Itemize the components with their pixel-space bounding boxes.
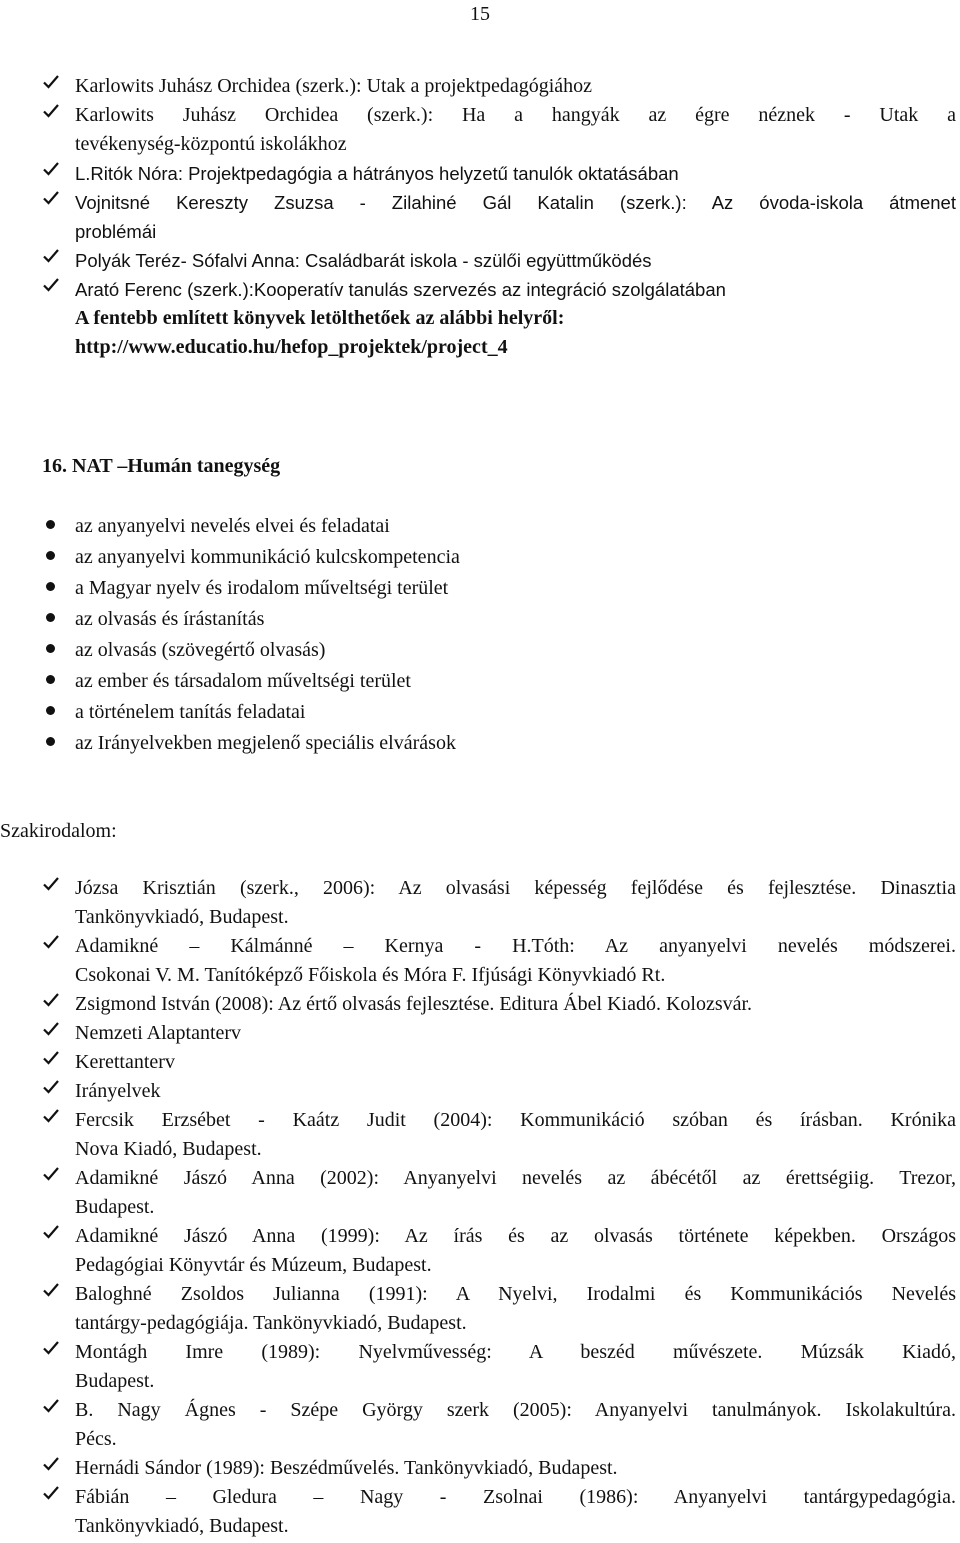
list-item (42, 188, 956, 246)
checkmark-icon (42, 160, 60, 178)
list-item-text: az anyanyelvi kommunikáció kulcskompetencia (75, 546, 460, 568)
list-item (42, 275, 956, 304)
list-item (42, 1483, 956, 1541)
bullet-icon (46, 613, 55, 622)
list-item-text: a Magyar nyelv és irodalom műveltségi terület (75, 577, 449, 599)
list-item (42, 728, 956, 759)
checkmark-icon (42, 1339, 60, 1357)
list-item-text: L.Ritók Nóra: Projektpedagógia a hátrányos helyzetű tanulók oktatásában (75, 163, 679, 184)
bibliography-list (42, 874, 956, 1541)
list-item-text: az olvasás és írástanítás (75, 608, 265, 630)
list-item-text: Fábián – Gledura – Nagy - Zsolnai (1986): Anyanyelvi tantárgypedagógia. (75, 1486, 956, 1508)
list-item-continuation: Budapest. (75, 1196, 155, 1218)
list-item-text: Arató Ferenc (szerk.):Kooperatív tanulás szervezés az integráció szolgálatában (75, 279, 726, 300)
list-item (42, 1048, 956, 1077)
download-note: A fentebb említett könyvek letölthetőek az alábbi helyről: (75, 307, 565, 329)
list-item (42, 1222, 956, 1280)
project-books-list (42, 72, 956, 362)
list-item (42, 1454, 956, 1483)
checkmark-icon (42, 875, 60, 893)
checkmark-icon (42, 1165, 60, 1183)
list-item (42, 604, 956, 635)
section-title: 16. NAT –Humán tanegység (42, 455, 281, 477)
list-item-continuation: tevékenység-központú iskolákhoz (75, 133, 347, 155)
checkmark-icon (42, 1107, 60, 1125)
list-item (42, 542, 956, 573)
list-item-text: Adamikné – Kálmánné – Kernya - H.Tóth: Az anyanyelvi nevelés módszerei. (75, 935, 956, 957)
list-item-continuation: Tankönyvkiadó, Budapest. (75, 906, 289, 928)
list-item-text: Karlowits Juhász Orchidea (szerk.): Utak a projektpedagógiához (75, 75, 593, 97)
list-item-continuation: Csokonai V. M. Tanítóképző Főiskola és Móra F. Ifjúsági Könyvkiadó Rt. (75, 964, 666, 986)
list-item-text: B. Nagy Ágnes - Szépe György szerk (2005): Anyanyelvi tanulmányok. Iskolakultúra. (75, 1399, 956, 1421)
checkmark-icon (42, 991, 60, 1009)
bibliography-title: Szakirodalom: (0, 820, 117, 842)
list-item (42, 573, 956, 604)
checkmark-icon (42, 247, 60, 265)
list-item (42, 990, 956, 1019)
list-item-text: a történelem tanítás feladatai (75, 701, 306, 723)
list-item (42, 1106, 956, 1164)
list-item-text: Fercsik Erzsébet - Kaátz Judit (2004): Kommunikáció szóban és írásban. Krónika (75, 1109, 956, 1131)
checkmark-icon (42, 1484, 60, 1502)
checkmark-icon (42, 1049, 60, 1067)
list-item-continuation: Pedagógiai Könyvtár és Múzeum, Budapest. (75, 1254, 432, 1276)
bullet-icon (46, 737, 55, 746)
checkmark-icon (42, 933, 60, 951)
checkmark-icon (42, 276, 60, 294)
list-item (42, 511, 956, 542)
list-item-text: az olvasás (szövegértő olvasás) (75, 639, 326, 661)
list-item-text: Baloghné Zsoldos Julianna (1991): A Nyelvi, Irodalmi és Kommunikációs Nevelés (75, 1283, 956, 1305)
nat-topic-list (42, 511, 956, 759)
list-item (42, 1396, 956, 1454)
list-item-continuation: tantárgy-pedagógiája. Tankönyvkiadó, Budapest. (75, 1312, 467, 1334)
list-item-text: Irányelvek (75, 1080, 161, 1102)
list-item-text: Nemzeti Alaptanterv (75, 1022, 242, 1044)
list-item-continuation: Budapest. (75, 1370, 155, 1392)
download-link[interactable]: http://www.educatio.hu/hefop_projektek/project_4 (75, 336, 508, 358)
checkmark-icon (42, 1281, 60, 1299)
list-item (42, 932, 956, 990)
list-item-text: Zsigmond István (2008): Az értő olvasás fejlesztése. Editura Ábel Kiadó. Kolozsvár. (75, 993, 753, 1015)
list-item (42, 1338, 956, 1396)
list-item (42, 72, 956, 101)
list-item (42, 101, 956, 159)
bullet-icon (46, 706, 55, 715)
list-item-text: Karlowits Juhász Orchidea (szerk.): Ha a hangyák az égre néznek - Utak a (75, 104, 956, 126)
list-item-text: Kerettanterv (75, 1051, 175, 1073)
list-item-text: az ember és társadalom műveltségi terület (75, 670, 411, 692)
list-item-continuation: Nova Kiadó, Budapest. (75, 1138, 262, 1160)
list-item (42, 1019, 956, 1048)
list-item-continuation: Pécs. (75, 1428, 117, 1450)
list-item-text: Adamikné Jászó Anna (2002): Anyanyelvi nevelés az ábécétől az érettségiig. Trezor, (75, 1167, 956, 1189)
checkmark-icon (42, 1078, 60, 1096)
list-item-text: az Irányelvekben megjelenő speciális elvárások (75, 732, 456, 754)
list-item (42, 246, 956, 275)
bullet-icon (46, 675, 55, 684)
list-item-text: Montágh Imre (1989): Nyelvművesség: A beszéd művészete. Múzsák Kiadó, (75, 1341, 956, 1363)
list-item-text: Vojnitsné Kereszty Zsuzsa - Zilahiné Gál Katalin (szerk.): Az óvoda-iskola átmenet (75, 192, 956, 213)
checkmark-icon (42, 189, 60, 207)
list-item-text: Józsa Krisztián (szerk., 2006): Az olvasási képesség fejlődése és fejlesztése. Dinasztia (75, 877, 956, 899)
list-item-text: Polyák Teréz- Sófalvi Anna: Családbarát iskola - szülői együttműködés (75, 250, 652, 271)
list-item-text: az anyanyelvi nevelés elvei és feladatai (75, 515, 390, 537)
list-item (42, 1164, 956, 1222)
list-item (42, 874, 956, 932)
list-item-text: Adamikné Jászó Anna (1999): Az írás és az olvasás története képekben. Országos (75, 1225, 956, 1247)
bullet-icon (46, 582, 55, 591)
list-item (42, 666, 956, 697)
list-item-continuation: problémái (75, 221, 157, 242)
list-item-text: Hernádi Sándor (1989): Beszédművelés. Tankönyvkiadó, Budapest. (75, 1457, 618, 1479)
checkmark-icon (42, 1020, 60, 1038)
list-item (42, 697, 956, 728)
bullet-icon (46, 520, 55, 529)
checkmark-icon (42, 1455, 60, 1473)
page-number: 15 (470, 3, 490, 25)
list-item (42, 159, 956, 188)
checkmark-icon (42, 102, 60, 120)
checkmark-icon (42, 1223, 60, 1241)
bullet-icon (46, 644, 55, 653)
bullet-icon (46, 551, 55, 560)
list-item (42, 1077, 956, 1106)
list-item-continuation: Tankönyvkiadó, Budapest. (75, 1515, 289, 1537)
list-item (42, 635, 956, 666)
checkmark-icon (42, 73, 60, 91)
checkmark-icon (42, 1397, 60, 1415)
list-item (42, 1280, 956, 1338)
